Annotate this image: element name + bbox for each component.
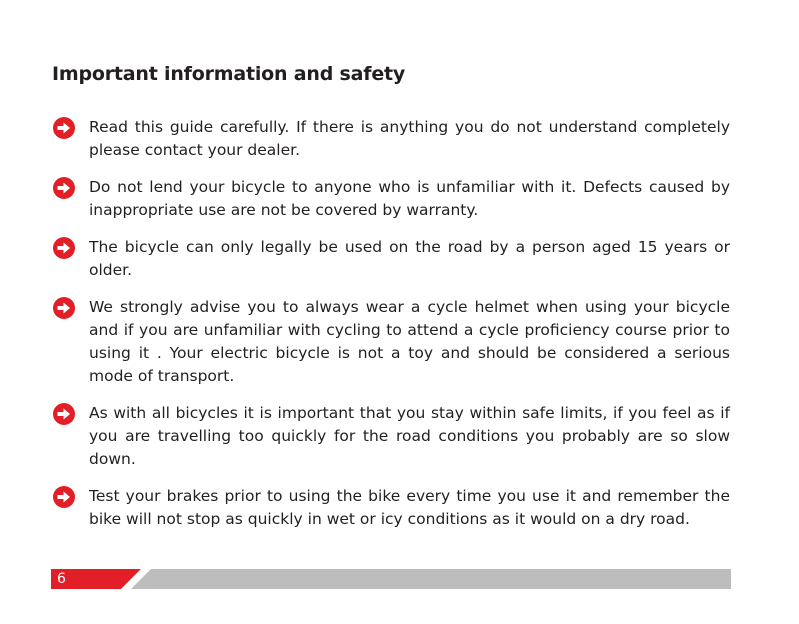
- footer-gray-band: [51, 569, 731, 589]
- list-item: [52, 296, 730, 388]
- arrow-right-circle-icon: [52, 176, 76, 200]
- page-title: Important information and safety: [52, 63, 406, 85]
- arrow-right-circle-icon: [52, 402, 76, 426]
- list-item: [52, 116, 730, 162]
- arrow-right-circle-icon: [52, 296, 76, 320]
- list-item-text: Do not lend your bicycle to anyone who is unfamiliar with it. Defects caused by inappropriate use are not be covered by warranty.: [89, 178, 730, 219]
- list-item-text: As with all bicycles it is important that you stay within safe limits, if you feel as if you are travelling too quickly for the road conditions you probably are so slow down.: [89, 404, 730, 468]
- arrow-right-circle-icon: [52, 236, 76, 260]
- arrow-right-circle-icon: [52, 116, 76, 140]
- list-item-text: We strongly advise you to always wear a cycle helmet when using your bicycle and if you are unfamiliar with cycling to attend a cycle proficiency course prior to using it . Your electric bicycle is not a toy and should be considered a serious mode of transport.: [89, 298, 730, 385]
- page-number: 6: [57, 571, 66, 587]
- list-item-text: The bicycle can only legally be used on the road by a person aged 15 years or older.: [89, 238, 730, 279]
- list-item: [52, 485, 730, 531]
- list-item: [52, 176, 730, 222]
- list-item-text: Read this guide carefully. If there is anything you do not understand completely please contact your dealer.: [89, 118, 730, 159]
- list-item: [52, 236, 730, 282]
- list-item: [52, 402, 730, 471]
- footer-bar: [51, 569, 731, 589]
- list-item-text: Test your brakes prior to using the bike every time you use it and remember the bike will not stop as quickly in wet or icy conditions as it would on a dry road.: [89, 487, 730, 528]
- arrow-right-circle-icon: [52, 485, 76, 509]
- safety-list: [52, 116, 730, 545]
